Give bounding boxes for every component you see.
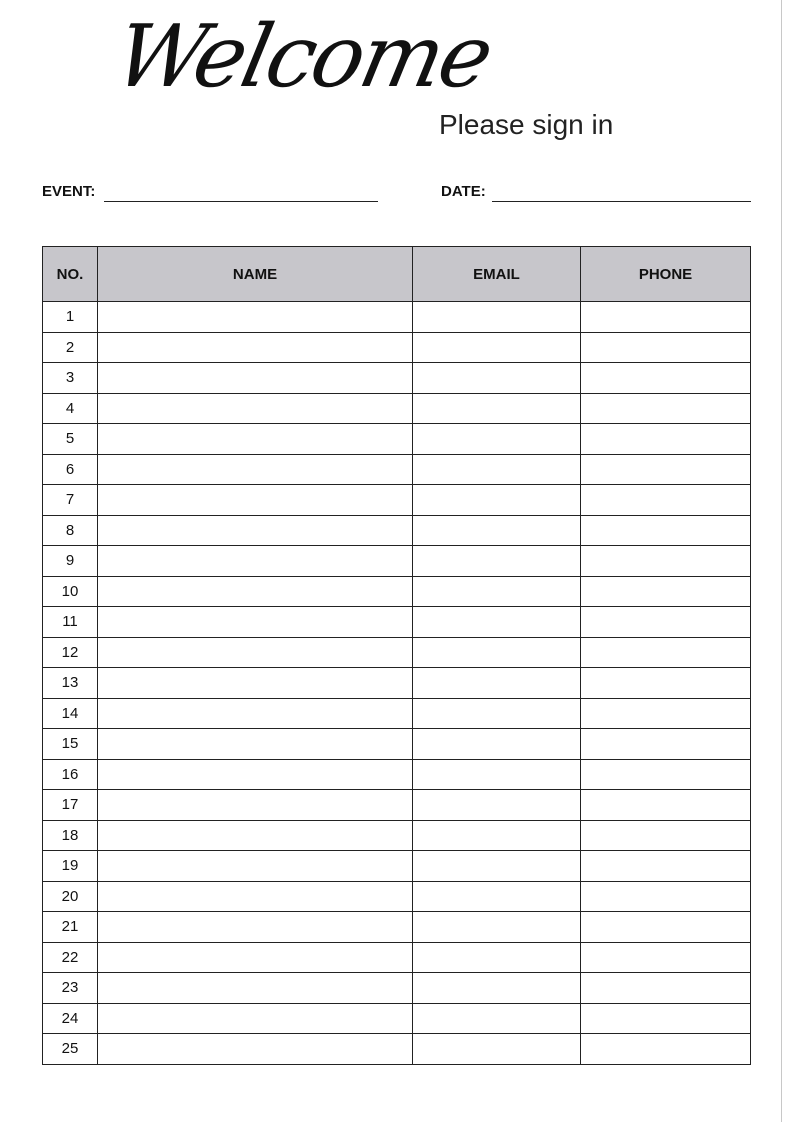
name-cell[interactable]: [98, 485, 413, 516]
row-number-cell: 6: [43, 454, 98, 485]
table-header-row: [43, 247, 751, 302]
phone-cell[interactable]: [581, 820, 751, 851]
name-cell[interactable]: [98, 332, 413, 363]
row-number-cell: 19: [43, 851, 98, 882]
email-cell[interactable]: [413, 607, 581, 638]
email-cell[interactable]: [413, 729, 581, 760]
phone-cell[interactable]: [581, 942, 751, 973]
name-cell[interactable]: [98, 454, 413, 485]
row-number-cell: 11: [43, 607, 98, 638]
header-email: EMAIL: [413, 247, 581, 302]
row-number-cell: 9: [43, 546, 98, 577]
table-row: [43, 881, 751, 912]
row-number-cell: 1: [43, 302, 98, 333]
table-row: [43, 576, 751, 607]
table-row: [43, 454, 751, 485]
row-number-cell: 24: [43, 1003, 98, 1034]
phone-cell[interactable]: [581, 393, 751, 424]
phone-cell[interactable]: [581, 302, 751, 333]
table-row: [43, 820, 751, 851]
phone-cell[interactable]: [581, 332, 751, 363]
phone-cell[interactable]: [581, 546, 751, 577]
phone-cell[interactable]: [581, 515, 751, 546]
name-cell[interactable]: [98, 302, 413, 333]
email-cell[interactable]: [413, 912, 581, 943]
name-cell[interactable]: [98, 546, 413, 577]
table-row: [43, 668, 751, 699]
table-row: [43, 698, 751, 729]
row-number-cell: 22: [43, 942, 98, 973]
phone-cell[interactable]: [581, 851, 751, 882]
name-cell[interactable]: [98, 515, 413, 546]
phone-cell[interactable]: [581, 698, 751, 729]
row-number-cell: 7: [43, 485, 98, 516]
row-number-cell: 13: [43, 668, 98, 699]
row-number-cell: 4: [43, 393, 98, 424]
header-phone: PHONE: [581, 247, 751, 302]
table-row: [43, 1034, 751, 1065]
email-cell[interactable]: [413, 1003, 581, 1034]
page-edge-line: [781, 0, 782, 1122]
row-number-cell: 10: [43, 576, 98, 607]
table-row: [43, 973, 751, 1004]
email-cell[interactable]: [413, 851, 581, 882]
table-row: [43, 912, 751, 943]
email-cell[interactable]: [413, 881, 581, 912]
phone-cell[interactable]: [581, 607, 751, 638]
date-label: DATE:: [441, 183, 486, 200]
table-row: [43, 851, 751, 882]
email-cell[interactable]: [413, 454, 581, 485]
name-cell[interactable]: [98, 363, 413, 394]
phone-cell[interactable]: [581, 759, 751, 790]
name-cell[interactable]: [98, 698, 413, 729]
email-cell[interactable]: [413, 759, 581, 790]
phone-cell[interactable]: [581, 637, 751, 668]
email-cell[interactable]: [413, 698, 581, 729]
email-cell[interactable]: [413, 363, 581, 394]
row-number-cell: 18: [43, 820, 98, 851]
phone-cell[interactable]: [581, 729, 751, 760]
row-number-cell: 21: [43, 912, 98, 943]
name-cell[interactable]: [98, 759, 413, 790]
table-row: [43, 302, 751, 333]
sign-in-subtitle: Please sign in: [439, 109, 614, 140]
name-cell[interactable]: [98, 820, 413, 851]
name-cell[interactable]: [98, 912, 413, 943]
header-no: NO.: [43, 247, 98, 302]
date-field[interactable]: [492, 201, 751, 202]
row-number-cell: 2: [43, 332, 98, 363]
table-row: [43, 393, 751, 424]
table-row: [43, 424, 751, 455]
email-cell[interactable]: [413, 485, 581, 516]
email-cell[interactable]: [413, 942, 581, 973]
table-row: [43, 942, 751, 973]
phone-cell[interactable]: [581, 485, 751, 516]
phone-cell[interactable]: [581, 912, 751, 943]
name-cell[interactable]: [98, 424, 413, 455]
email-cell[interactable]: [413, 393, 581, 424]
name-cell[interactable]: [98, 668, 413, 699]
phone-cell[interactable]: [581, 424, 751, 455]
event-label: EVENT:: [42, 183, 96, 200]
name-cell[interactable]: [98, 881, 413, 912]
email-cell[interactable]: [413, 424, 581, 455]
name-cell[interactable]: [98, 790, 413, 821]
name-cell[interactable]: [98, 851, 413, 882]
phone-cell[interactable]: [581, 973, 751, 1004]
name-cell[interactable]: [98, 729, 413, 760]
name-cell[interactable]: [98, 942, 413, 973]
email-cell[interactable]: [413, 790, 581, 821]
row-number-cell: 20: [43, 881, 98, 912]
email-cell[interactable]: [413, 302, 581, 333]
table-row: [43, 759, 751, 790]
phone-cell[interactable]: [581, 454, 751, 485]
welcome-title: Welcome: [106, 7, 499, 107]
table-row: [43, 607, 751, 638]
table-row: [43, 1003, 751, 1034]
row-number-cell: 16: [43, 759, 98, 790]
table-body: [43, 302, 751, 1065]
table-row: [43, 515, 751, 546]
phone-cell[interactable]: [581, 363, 751, 394]
row-number-cell: 17: [43, 790, 98, 821]
header-name: NAME: [98, 247, 413, 302]
name-cell[interactable]: [98, 393, 413, 424]
name-cell[interactable]: [98, 1003, 413, 1034]
email-cell[interactable]: [413, 515, 581, 546]
table-row: [43, 729, 751, 760]
name-cell[interactable]: [98, 576, 413, 607]
row-number-cell: 8: [43, 515, 98, 546]
phone-cell[interactable]: [581, 1003, 751, 1034]
phone-cell[interactable]: [581, 881, 751, 912]
event-field[interactable]: [104, 201, 378, 202]
email-cell[interactable]: [413, 637, 581, 668]
row-number-cell: 15: [43, 729, 98, 760]
row-number-cell: 14: [43, 698, 98, 729]
row-number-cell: 3: [43, 363, 98, 394]
table-row: [43, 790, 751, 821]
sign-in-table: [42, 246, 751, 1065]
phone-cell[interactable]: [581, 1034, 751, 1065]
row-number-cell: 23: [43, 973, 98, 1004]
name-cell[interactable]: [98, 607, 413, 638]
phone-cell[interactable]: [581, 576, 751, 607]
phone-cell[interactable]: [581, 790, 751, 821]
table-row: [43, 485, 751, 516]
phone-cell[interactable]: [581, 668, 751, 699]
table-row: [43, 332, 751, 363]
email-cell[interactable]: [413, 973, 581, 1004]
name-cell[interactable]: [98, 637, 413, 668]
table-row: [43, 637, 751, 668]
name-cell[interactable]: [98, 1034, 413, 1065]
name-cell[interactable]: [98, 973, 413, 1004]
email-cell[interactable]: [413, 576, 581, 607]
email-cell[interactable]: [413, 1034, 581, 1065]
table-row: [43, 363, 751, 394]
row-number-cell: 12: [43, 637, 98, 668]
table-row: [43, 546, 751, 577]
row-number-cell: 25: [43, 1034, 98, 1065]
email-cell[interactable]: [413, 668, 581, 699]
row-number-cell: 5: [43, 424, 98, 455]
email-cell[interactable]: [413, 332, 581, 363]
email-cell[interactable]: [413, 546, 581, 577]
email-cell[interactable]: [413, 820, 581, 851]
